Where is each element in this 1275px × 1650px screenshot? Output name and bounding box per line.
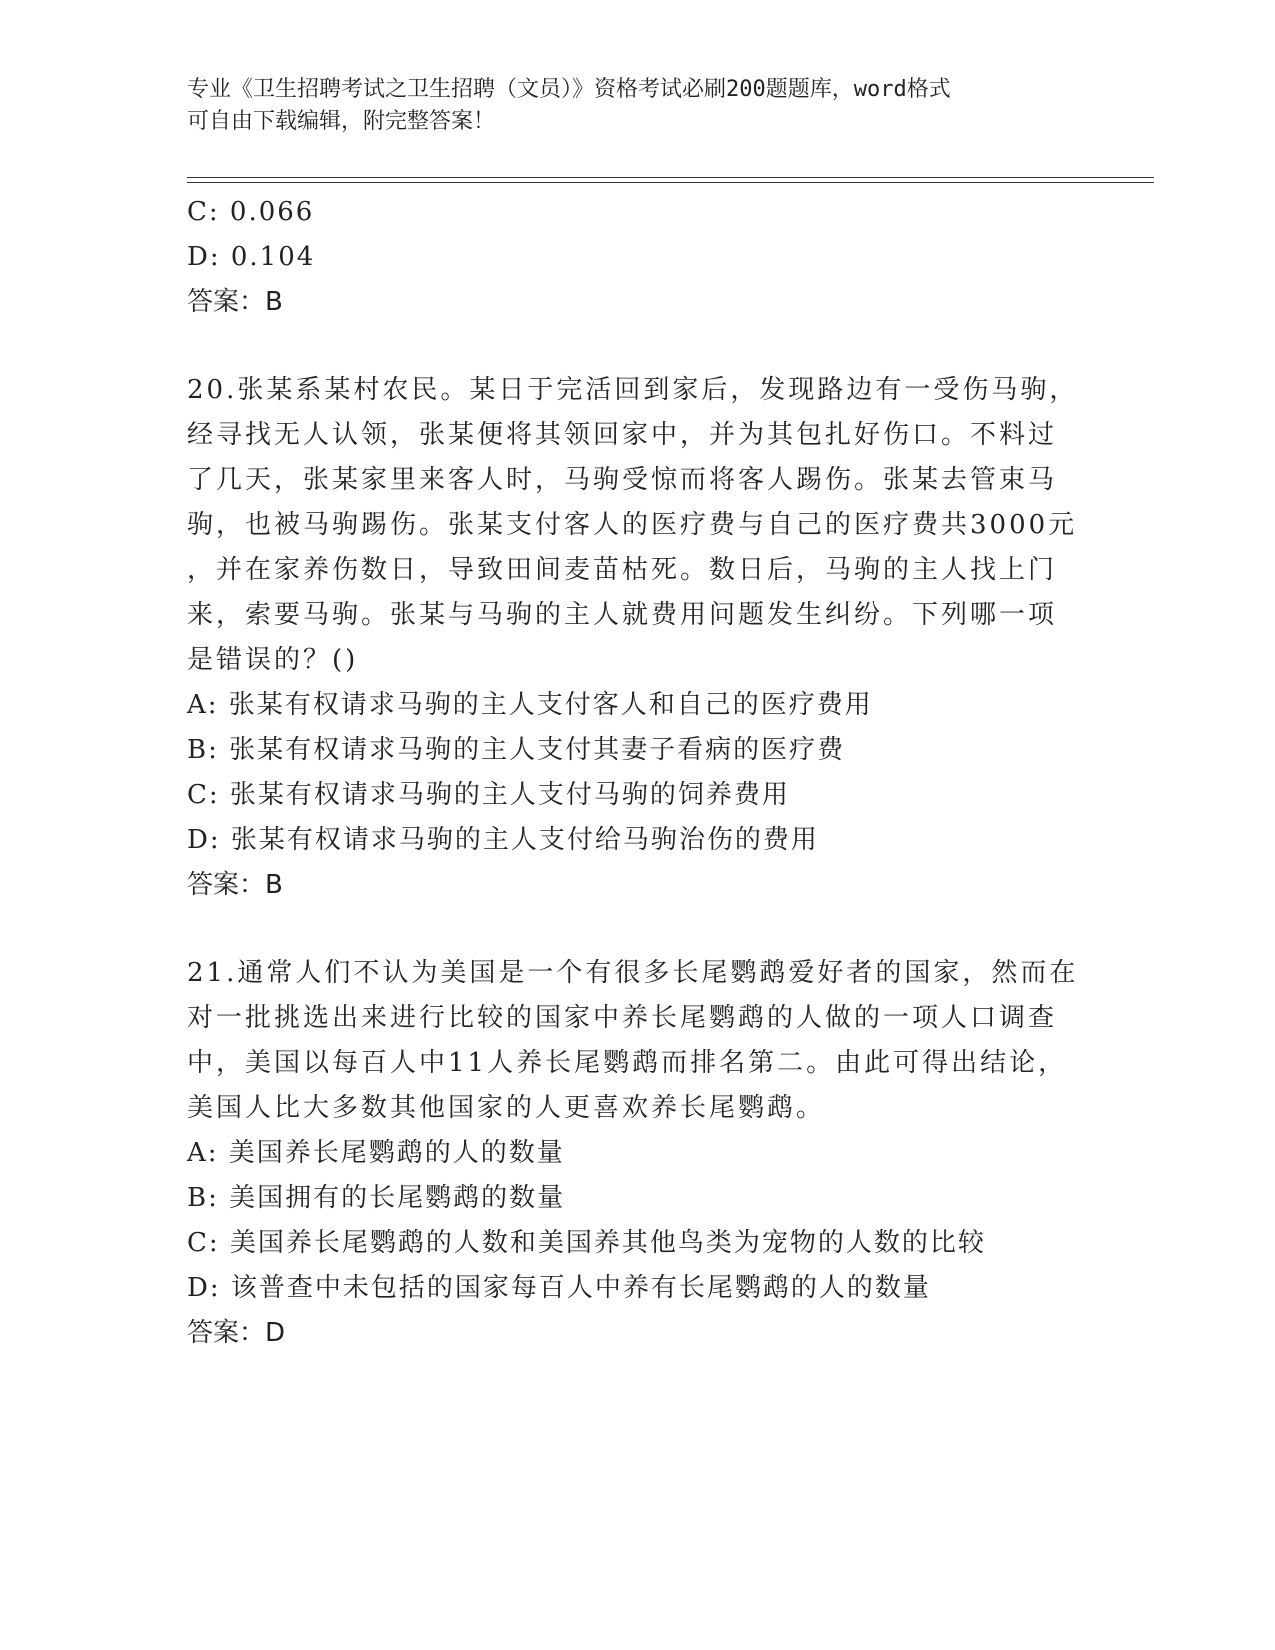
document-body <box>187 190 1087 1356</box>
header-title-line-1: 专业《卫生招聘考试之卫生招聘（文员）》资格考试必刷200题题库，word格式 <box>187 77 951 102</box>
header-divider-bottom <box>187 182 1154 183</box>
option-c: C: 美国养长尾鹦鹉的人数和美国养其他鸟类为宠物的人数的比较 <box>187 1228 986 1258</box>
option-c: C: 张某有权请求马驹的主人支付马驹的饲养费用 <box>187 780 790 810</box>
option-d: D: 张某有权请求马驹的主人支付给马驹治伤的费用 <box>187 825 819 855</box>
option-c: C: 0.066 <box>187 197 315 227</box>
option-b: B: 美国拥有的长尾鹦鹉的数量 <box>187 1183 566 1213</box>
option-d: D: 该普查中未包括的国家每百人中养有长尾鹦鹉的人的数量 <box>187 1273 931 1303</box>
question-20 <box>187 368 1087 908</box>
stem-line: 来，索要马驹。张某与马驹的主人就费用问题发生纠纷。下列哪一项 <box>187 600 1058 630</box>
stem-line: 20.张某系某村农民。某日于完活回到家后，发现路边有一受伤马驹， <box>187 375 1079 405</box>
stem-line: 经寻找无人认领，张某便将其领回家中，并为其包扎好伤口。不料过 <box>187 420 1058 450</box>
option-d: D: 0.104 <box>187 242 316 272</box>
header-divider-top <box>187 177 1154 178</box>
answer-line: 答案：B <box>187 870 283 900</box>
spacer <box>187 325 1087 368</box>
question-21 <box>187 951 1087 1356</box>
option-a: A: 张某有权请求马驹的主人支付客人和自己的医疗费用 <box>187 690 873 720</box>
stem-line: 对一批挑选出来进行比较的国家中养长尾鹦鹉的人做的一项人口调查 <box>187 1003 1058 1033</box>
stem-line: 是错误的？() <box>187 645 359 675</box>
stem-line: 21.通常人们不认为美国是一个有很多长尾鹦鹉爱好者的国家，然而在 <box>187 958 1079 988</box>
question-stem <box>187 951 1087 1131</box>
answer-line: 答案：B <box>187 287 283 317</box>
stem-line: 驹，也被马驹踢伤。张某支付客人的医疗费与自己的医疗费共3000元 <box>187 510 1078 540</box>
header-title-line-2: 可自由下载编辑，附完整答案！ <box>187 109 496 134</box>
option-a: A: 美国养长尾鹦鹉的人的数量 <box>187 1138 565 1168</box>
stem-line: 了几天，张某家里来客人时，马驹受惊而将客人踢伤。张某去管束马 <box>187 465 1058 495</box>
document-header <box>187 74 1067 138</box>
stem-line: 美国人比大多数其他国家的人更喜欢养长尾鹦鹉。 <box>187 1093 826 1123</box>
spacer <box>187 908 1087 951</box>
option-b: B: 张某有权请求马驹的主人支付其妻子看病的医疗费 <box>187 735 846 765</box>
prev-question <box>187 190 1087 325</box>
answer-line: 答案：D <box>187 1318 286 1348</box>
question-stem <box>187 368 1087 683</box>
stem-line: ，并在家养伤数日，导致田间麦苗枯死。数日后，马驹的主人找上门 <box>187 555 1058 585</box>
stem-line: 中，美国以每百人中11人养长尾鹦鹉而排名第二。由此可得出结论， <box>187 1048 1068 1078</box>
